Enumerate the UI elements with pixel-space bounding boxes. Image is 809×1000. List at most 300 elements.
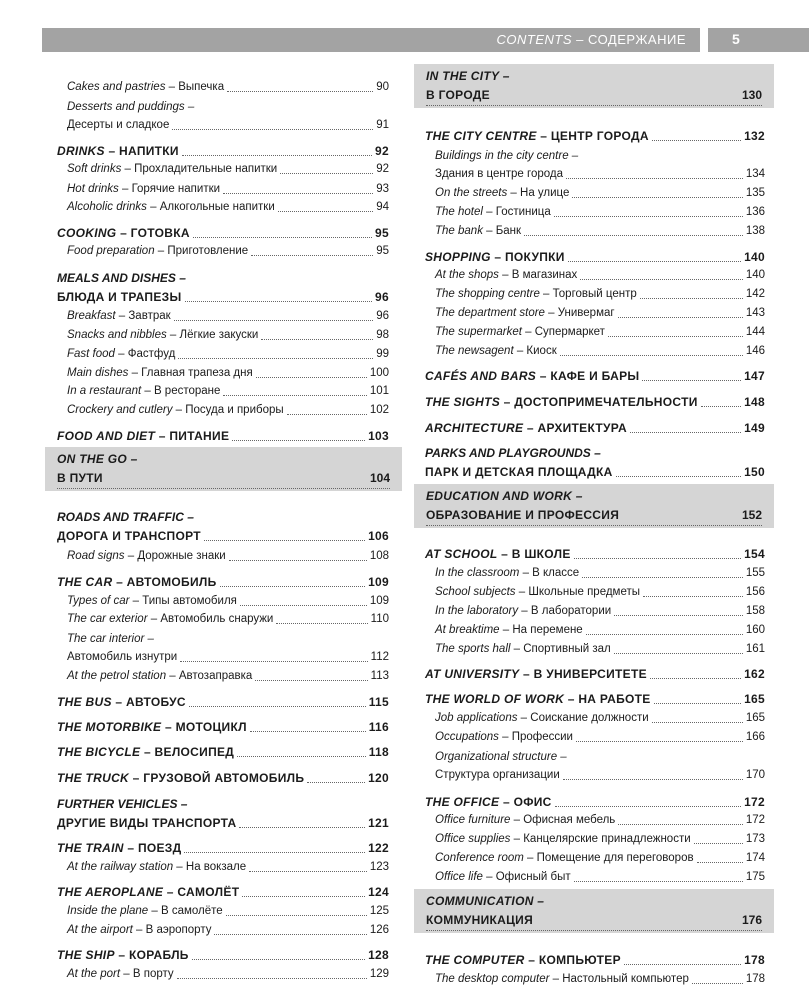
toc-entry-typesofcar xyxy=(57,594,389,609)
toc-entry-ru: – В ШКОЛЕ xyxy=(497,547,571,561)
toc-entry-page: 120 xyxy=(368,771,389,785)
toc-entry-label: Автомобиль изнутри xyxy=(67,651,178,663)
toc-entry-en: DRINKS xyxy=(57,144,105,158)
toc-entry-ru: – Торговый центр xyxy=(539,288,637,300)
toc-entry-en: AT UNIVERSITY xyxy=(425,667,520,681)
dot-leader xyxy=(240,605,367,606)
dot-leader xyxy=(566,178,743,179)
toc-entry-bank xyxy=(425,224,765,239)
toc-entry-ru: – В аэропорту xyxy=(132,924,212,936)
toc-entry-buildings xyxy=(425,167,765,182)
toc-entry-label xyxy=(67,328,258,343)
toc-entry-en: Conference room xyxy=(435,852,524,864)
toc-entry-ru: – В ресторане xyxy=(141,385,221,397)
toc-entry-en: Main dishes xyxy=(67,367,129,379)
toc-entry-ru: – Посуда и приборы xyxy=(172,404,284,416)
toc-entry-insideplane xyxy=(57,904,389,919)
toc-entry-en: THE WORLD OF WORK xyxy=(425,692,565,706)
toc-entry-port xyxy=(57,967,389,982)
toc-entry-label xyxy=(435,870,571,885)
toc-entry-ru: – ЦЕНТР ГОРОДА xyxy=(536,129,649,143)
toc-entry-label xyxy=(57,695,186,710)
toc-entry-shops xyxy=(425,268,765,283)
toc-entry-en: Crockery and cutlery xyxy=(67,404,173,416)
toc-entry-page: 110 xyxy=(370,613,389,625)
toc-entry-page: 143 xyxy=(745,307,765,319)
toc-entry-en: Hot drinks xyxy=(67,183,119,195)
dot-leader xyxy=(193,237,372,238)
toc-entry-page: 147 xyxy=(744,369,765,383)
toc-entry-label xyxy=(425,692,651,707)
toc-entry-label xyxy=(435,186,569,201)
toc-entry-classroom xyxy=(425,566,765,581)
toc-entry-ru: – Фастфуд xyxy=(114,348,176,360)
toc-entry-en: On the streets xyxy=(435,187,508,199)
toc-entry-label xyxy=(435,287,637,302)
dot-leader xyxy=(182,155,372,156)
toc-entry-bicycle xyxy=(57,745,389,760)
dot-leader xyxy=(618,317,743,318)
section-band-title-en: COMMUNICATION – xyxy=(426,894,545,908)
toc-entry-ru: – Канцелярские принадлежности xyxy=(510,833,691,845)
dot-leader xyxy=(555,806,741,807)
toc-entry-office xyxy=(425,795,765,810)
toc-entry-page: 138 xyxy=(745,225,765,237)
dot-leader xyxy=(524,235,743,236)
toc-entry-label: Десерты и сладкое xyxy=(67,119,170,131)
toc-entry-confroom xyxy=(425,851,765,866)
toc-entry-subjects xyxy=(425,585,765,600)
toc-entry-atschool xyxy=(425,547,765,562)
dot-leader xyxy=(692,983,743,984)
toc-entry-orgstructure xyxy=(425,768,765,783)
toc-entry-desserts xyxy=(57,118,389,133)
toc-entry-en: In the laboratory xyxy=(435,605,519,617)
toc-entry-label xyxy=(67,860,246,875)
dot-leader xyxy=(640,298,743,299)
section-band-rule xyxy=(426,525,762,526)
toc-entry-shopping xyxy=(425,250,765,265)
toc-entry-page: 146 xyxy=(745,345,765,357)
toc-entry-page: 125 xyxy=(369,905,389,917)
toc-entry-ru: – КАФЕ И БАРЫ xyxy=(536,369,640,383)
toc-entry-label xyxy=(67,80,224,95)
dot-leader xyxy=(189,706,366,707)
toc-entry-label xyxy=(57,948,189,963)
toc-entry-page: 140 xyxy=(744,250,765,264)
toc-entry-page: 136 xyxy=(745,206,765,218)
dot-leader xyxy=(614,615,743,616)
toc-entry-petrol xyxy=(57,669,389,684)
toc-entry-ru: – ОФИС xyxy=(499,795,552,809)
toc-entry-streets xyxy=(425,186,765,201)
dot-leader xyxy=(180,661,368,662)
toc-entry-en: COOKING xyxy=(57,226,117,240)
toc-entry-page: 155 xyxy=(745,567,765,579)
header-title-ru: – СОДЕРЖАНИЕ xyxy=(576,32,686,47)
dot-leader xyxy=(574,558,741,559)
dot-leader xyxy=(307,782,365,783)
toc-entry-label xyxy=(435,642,611,657)
toc-entry-en: THE SHIP xyxy=(57,948,115,962)
toc-entry-breakfast xyxy=(57,309,389,324)
section-band-rule xyxy=(426,930,762,931)
toc-entry-en: Road signs xyxy=(67,550,125,562)
dot-leader xyxy=(278,211,373,212)
toc-entry-page: 106 xyxy=(368,529,389,543)
toc-entry-en: THE COMPUTER xyxy=(425,953,525,967)
section-band-title-en: EDUCATION AND WORK – xyxy=(426,489,583,503)
section-band-title-en: IN THE CITY – xyxy=(426,69,510,83)
toc-entry-en: ARCHITECTURE xyxy=(425,421,524,435)
toc-entry-ru: – Соискание должности xyxy=(517,712,649,724)
toc-entry-en: FOOD AND DIET xyxy=(57,429,156,443)
dot-leader xyxy=(586,634,743,635)
toc-entry-ru: – ВЕЛОСИПЕД xyxy=(140,745,235,759)
toc-entry-ru: – АВТОМОБИЛЬ xyxy=(112,575,217,589)
toc-entry-page: 166 xyxy=(745,731,765,743)
toc-entry-ru: – В классе xyxy=(519,567,580,579)
toc-entry-aeroplane xyxy=(57,885,389,900)
toc-entry-en: THE OFFICE xyxy=(425,795,500,809)
toc-entry-label xyxy=(67,162,277,177)
toc-entry-label xyxy=(57,885,239,900)
dot-leader xyxy=(229,560,367,561)
toc-entry-fastfood xyxy=(57,347,389,362)
header-title xyxy=(497,32,686,47)
toc-entry-label xyxy=(67,384,220,399)
toc-entry-page: 142 xyxy=(745,288,765,300)
toc-entry-page: 148 xyxy=(744,395,765,409)
header-band xyxy=(42,28,700,52)
toc-entry-page: 96 xyxy=(375,290,389,304)
toc-entry-ru: – ГРУЗОВОЙ АВТОМОБИЛЬ xyxy=(129,771,305,785)
toc-entry-label xyxy=(57,771,304,786)
toc-entry-ru: – Универмаг xyxy=(544,307,615,319)
dot-leader xyxy=(223,395,366,396)
toc-entry-bus xyxy=(57,695,389,710)
toc-entry-ru: – Автозаправка xyxy=(166,670,253,682)
toc-entry-page: 95 xyxy=(375,226,389,240)
toc-entry-label xyxy=(425,250,565,265)
toc-entry-ru: – Завтрак xyxy=(115,310,171,322)
toc-entry-ru: – В лаборатории xyxy=(518,605,612,617)
toc-entry-page: 165 xyxy=(745,712,765,724)
toc-entry-label xyxy=(435,832,691,847)
toc-entry-ru: – ГОТОВКА xyxy=(116,226,190,240)
toc-entry-en: Types of car xyxy=(67,595,130,607)
toc-entry-ru: – Супермаркет xyxy=(521,326,605,338)
toc-entry-ru: – Главная трапеза дня xyxy=(128,367,253,379)
dot-leader xyxy=(214,934,366,935)
toc-entry-en: At the railway station xyxy=(67,861,174,873)
toc-entry-page: 93 xyxy=(376,183,389,195)
toc-entry-en: In a restaurant xyxy=(67,385,142,397)
toc-entry-label: Структура организации xyxy=(435,769,560,781)
toc-entry-page: 102 xyxy=(369,404,389,416)
dot-leader xyxy=(249,871,367,872)
dot-leader xyxy=(694,843,743,844)
toc-entry-page: 154 xyxy=(744,547,765,561)
toc-entry-jobapps xyxy=(425,711,765,726)
toc-entry-newsagent xyxy=(425,344,765,359)
toc-entry-page: 109 xyxy=(368,575,389,589)
toc-entry-soft xyxy=(57,162,389,177)
toc-entry-label xyxy=(67,200,275,215)
dot-leader xyxy=(642,380,741,381)
toc-entry-ru: – Настольный компьютер xyxy=(549,973,689,985)
dot-leader xyxy=(630,432,741,433)
section-band-title-ru: В ГОРОДЕ xyxy=(426,88,490,102)
section-band-inthecity xyxy=(414,64,774,108)
toc-entry-label xyxy=(67,309,171,324)
toc-entry-en: The bank xyxy=(435,225,483,237)
toc-entry-page: 165 xyxy=(744,692,765,706)
toc-entry-alcoholic xyxy=(57,200,389,215)
toc-entry-label: ДОРОГА И ТРАНСПОРТ xyxy=(57,529,201,543)
toc-entry-en: Alcoholic drinks xyxy=(67,201,147,213)
dot-leader xyxy=(192,959,365,960)
toc-entry-label xyxy=(425,795,552,810)
toc-entry-en: THE BICYCLE xyxy=(57,745,141,759)
dot-leader xyxy=(701,406,741,407)
toc-entry-page: 132 xyxy=(744,129,765,143)
toc-entry-ru: – Банк xyxy=(482,225,522,237)
dot-leader xyxy=(608,336,743,337)
dot-leader xyxy=(172,129,373,130)
toc-entry-label xyxy=(67,347,175,362)
toc-entry-en: THE TRUCK xyxy=(57,771,130,785)
toc-entry-page: 126 xyxy=(369,924,389,936)
dot-leader xyxy=(618,824,743,825)
toc-entry-ru: – Выпечка xyxy=(165,81,225,93)
toc-entry-en: Office life xyxy=(435,871,483,883)
toc-entry-en: THE TRAIN xyxy=(57,841,124,855)
toc-entry-ru: – ПОКУПКИ xyxy=(490,250,565,264)
toc-entry-page: 121 xyxy=(368,816,389,830)
toc-entry-ru: – В УНИВЕРСИТЕТЕ xyxy=(519,667,647,681)
toc-entry-snacks xyxy=(57,328,389,343)
toc-entry-maindishes xyxy=(57,366,389,381)
toc-entry-label xyxy=(435,972,689,987)
toc-entry-en: THE MOTORBIKE xyxy=(57,720,162,734)
toc-entry-ru: – Автомобиль снаружи xyxy=(147,613,274,625)
toc-entry-roads xyxy=(57,529,389,544)
toc-entry-en: At the petrol station xyxy=(67,670,167,682)
dot-leader xyxy=(261,339,373,340)
toc-entry-label xyxy=(425,395,698,410)
toc-entry-carext xyxy=(57,612,389,627)
dot-leader xyxy=(174,320,374,321)
toc-entry-en: At the airport xyxy=(67,924,133,936)
toc-entry-label xyxy=(425,421,627,436)
dot-leader xyxy=(652,722,743,723)
toc-entry-label xyxy=(425,129,649,144)
toc-entry-label xyxy=(57,841,181,856)
toc-entry-carint-line1: The car interior – xyxy=(67,633,154,645)
toc-entry-label xyxy=(67,669,252,684)
toc-entry-label xyxy=(67,923,211,938)
toc-entry-label xyxy=(57,745,234,760)
toc-entry-label xyxy=(67,904,223,919)
page-number: 5 xyxy=(732,31,740,47)
toc-entry-label xyxy=(435,623,583,638)
toc-entry-cooking xyxy=(57,226,389,241)
toc-entry-ru: – В магазинах xyxy=(498,269,578,281)
toc-entry-en: Inside the plane xyxy=(67,905,149,917)
toc-entry-en: At the shops xyxy=(435,269,499,281)
dot-leader xyxy=(574,881,743,882)
toc-entry-ru: – Приготовление xyxy=(154,245,249,257)
dot-leader xyxy=(250,731,366,732)
toc-entry-label xyxy=(67,182,220,197)
toc-entry-crockery xyxy=(57,403,389,418)
toc-entry-label xyxy=(57,575,217,590)
dot-leader xyxy=(652,140,741,141)
toc-entry-page: 118 xyxy=(368,745,389,759)
toc-entry-en: The newsagent xyxy=(435,345,514,357)
toc-entry-fooddiet xyxy=(57,429,389,444)
toc-entry-drinks xyxy=(57,144,389,159)
toc-entry-architecture xyxy=(425,421,765,436)
toc-entry-ru: – Лёгкие закуски xyxy=(166,329,259,341)
toc-entry-page: 175 xyxy=(745,871,765,883)
dot-leader xyxy=(242,896,365,897)
section-band-rule xyxy=(426,105,762,106)
dot-leader xyxy=(239,827,365,828)
toc-entry-ru: – Профессии xyxy=(498,731,573,743)
toc-entry-ru: – КОМПЬЮТЕР xyxy=(524,953,621,967)
dot-leader xyxy=(287,414,367,415)
dot-leader xyxy=(563,779,743,780)
toc-entry-page: 173 xyxy=(745,833,765,845)
toc-entry-label xyxy=(435,851,694,866)
toc-entry-en: The sports hall xyxy=(435,643,511,655)
toc-entry-label xyxy=(435,711,649,726)
toc-entry-ru: – Горячие напитки xyxy=(118,183,221,195)
toc-entry-page: 92 xyxy=(375,144,389,158)
dot-leader xyxy=(185,301,373,302)
toc-entry-en: Office furniture xyxy=(435,814,511,826)
toc-entry-label xyxy=(57,226,190,241)
toc-entry-ru: – Спортивный зал xyxy=(510,643,611,655)
toc-entry-en: The car exterior xyxy=(67,613,148,625)
toc-entry-page: 149 xyxy=(744,421,765,435)
toc-entry-ru: – Офисная мебель xyxy=(510,814,616,826)
toc-entry-label: ПАРК И ДЕТСКАЯ ПЛОЩАДКА xyxy=(425,465,613,479)
toc-entry-ru: – В порту xyxy=(120,968,174,980)
toc-entry-orgstructure-line1: Organizational structure – xyxy=(435,751,567,763)
toc-entry-en: Food preparation xyxy=(67,245,155,257)
toc-entry-deptstore xyxy=(425,306,765,321)
toc-entry-cakes xyxy=(57,80,389,95)
dot-leader xyxy=(184,852,365,853)
dot-leader xyxy=(223,193,373,194)
toc-entry-page: 140 xyxy=(745,269,765,281)
toc-entry-en: Fast food xyxy=(67,348,115,360)
toc-entry-en: The shopping centre xyxy=(435,288,540,300)
dot-leader xyxy=(580,279,743,280)
toc-entry-ru: – Киоск xyxy=(513,345,557,357)
toc-entry-buildings-line1: Buildings in the city centre – xyxy=(435,150,579,162)
dot-leader xyxy=(654,703,741,704)
toc-entry-label xyxy=(57,144,179,159)
toc-entry-en: THE BUS xyxy=(57,695,112,709)
dot-leader xyxy=(582,577,743,578)
toc-entry-label xyxy=(435,306,615,321)
dot-leader xyxy=(568,261,741,262)
section-band-page: 104 xyxy=(369,471,390,485)
toc-entry-en: SHOPPING xyxy=(425,250,491,264)
section-band-title-en: ON THE GO – xyxy=(57,452,138,466)
dot-leader xyxy=(178,358,373,359)
toc-entry-page: 162 xyxy=(744,667,765,681)
toc-entry-page: 158 xyxy=(745,605,765,617)
dot-leader xyxy=(276,623,367,624)
dot-leader xyxy=(572,197,742,198)
toc-entry-label xyxy=(67,366,253,381)
toc-entry-page: 135 xyxy=(745,187,765,199)
dot-leader xyxy=(624,964,741,965)
section-band-page: 152 xyxy=(741,508,762,522)
toc-entry-page: 108 xyxy=(369,550,389,562)
dot-leader xyxy=(280,173,373,174)
toc-entry-ru: – АРХИТЕКТУРА xyxy=(523,421,628,435)
toc-entry-page: 122 xyxy=(368,841,389,855)
toc-entry-label xyxy=(57,720,247,735)
dot-leader xyxy=(227,91,373,92)
toc-entry-label xyxy=(435,813,615,828)
toc-entry-en: THE AEROPLANE xyxy=(57,885,164,899)
toc-entry-label xyxy=(67,967,174,982)
toc-entry-page: 98 xyxy=(376,329,389,341)
dot-leader xyxy=(560,355,743,356)
toc-entry-label xyxy=(67,244,248,259)
toc-entry-en: School subjects xyxy=(435,586,516,598)
toc-entry-meals-line1: MEALS AND DISHES – xyxy=(57,271,186,285)
toc-entry-page: 172 xyxy=(744,795,765,809)
toc-entry-label xyxy=(435,730,573,745)
toc-entry-label xyxy=(435,604,611,619)
toc-entry-shopcentre xyxy=(425,287,765,302)
dot-leader xyxy=(697,862,743,863)
toc-entry-restaurant xyxy=(57,384,389,399)
toc-entry-page: 161 xyxy=(745,643,765,655)
toc-entry-ru: – На улице xyxy=(507,187,570,199)
toc-entry-label xyxy=(435,268,577,283)
toc-entry-page: 123 xyxy=(369,861,389,873)
toc-entry-en: Occupations xyxy=(435,731,499,743)
toc-entry-page: 113 xyxy=(370,670,389,682)
page-number-box xyxy=(708,28,809,52)
toc-entry-ru: – ДОСТОПРИМЕЧАТЕЛЬНОСТИ xyxy=(500,395,698,409)
toc-entry-label xyxy=(425,953,621,968)
toc-entry-page: 160 xyxy=(745,624,765,636)
toc-entry-roads-line1: ROADS AND TRAFFIC – xyxy=(57,510,194,524)
toc-entry-label: БЛЮДА И ТРАПЕЗЫ xyxy=(57,290,182,304)
toc-entry-ru: – НА РАБОТЕ xyxy=(564,692,651,706)
toc-entry-en: THE CAR xyxy=(57,575,113,589)
toc-entry-en: Breakfast xyxy=(67,310,116,322)
toc-entry-en: The hotel xyxy=(435,206,483,218)
toc-entry-ru: – САМОЛЁТ xyxy=(163,885,240,899)
toc-entry-foodprep xyxy=(57,244,389,259)
toc-entry-page: 91 xyxy=(376,119,389,131)
toc-entry-page: 178 xyxy=(745,973,765,985)
toc-entry-label: ДРУГИЕ ВИДЫ ТРАНСПОРТА xyxy=(57,816,237,830)
toc-entry-meals xyxy=(57,290,389,305)
toc-entry-page: 144 xyxy=(745,326,765,338)
